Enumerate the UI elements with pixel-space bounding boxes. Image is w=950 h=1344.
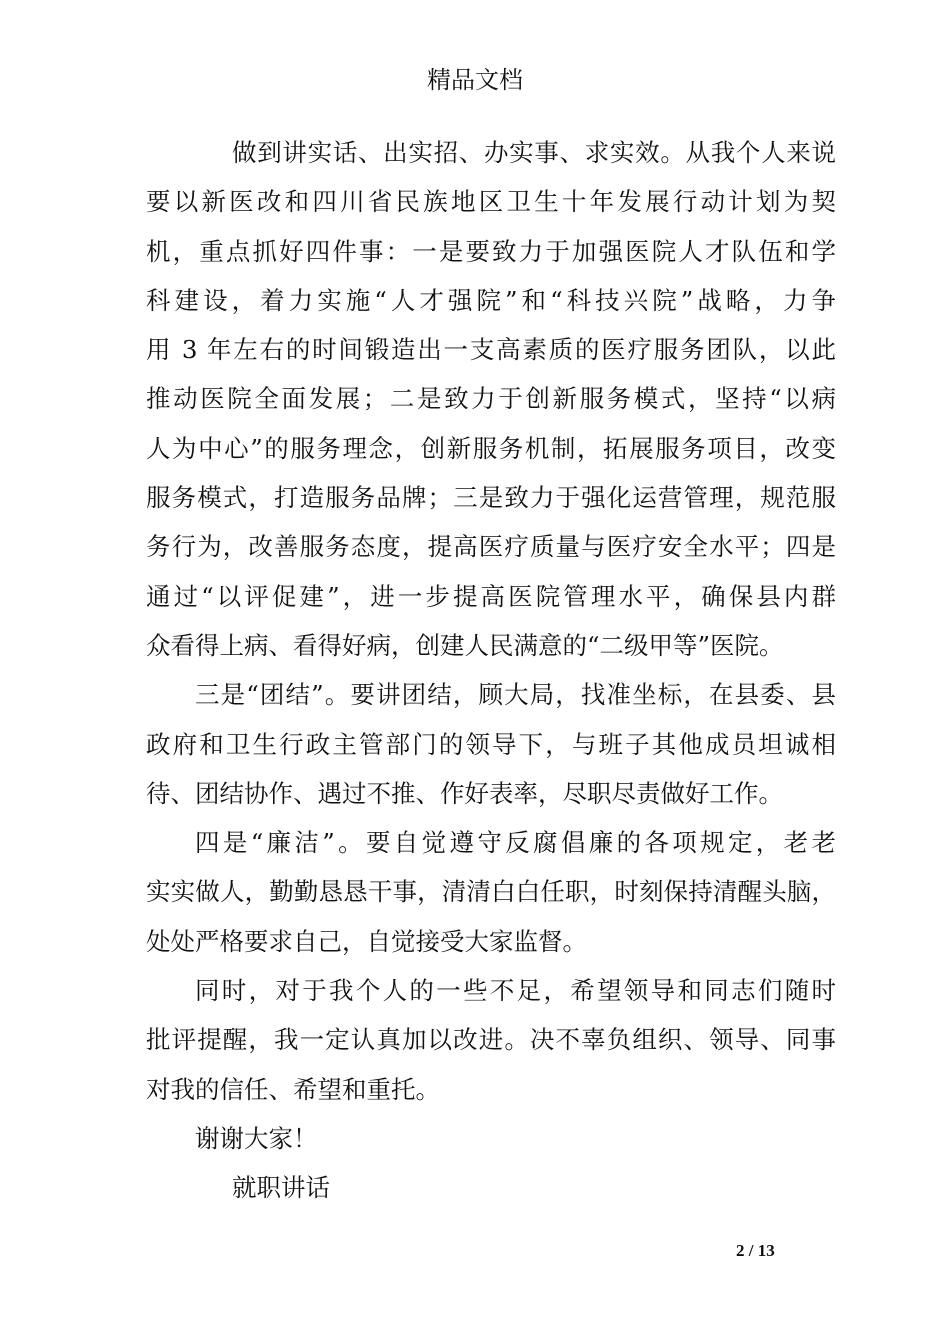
page-header-title: 精品文档 <box>427 66 523 94</box>
text-line: 人为中心”的服务理念，创新服务机制，拓展服务项目，改变 <box>146 433 836 463</box>
text-line: 用 3 年左右的时间锻造出一支高素质的医疗服务团队，以此 <box>146 335 836 365</box>
text-line: 推动医院全面发展；二是致力于创新服务模式，坚持“以病 <box>146 384 836 414</box>
text-line: 实实做人，勤勤恳恳干事，清清白白任职，时刻保持清醒头脑， <box>146 877 836 907</box>
text-line: 同时，对于我个人的一些不足，希望领导和同志们随时 <box>195 976 836 1006</box>
text-line: 做到讲实话、出实招、办实事、求实效。从我个人来说 <box>232 138 836 167</box>
text-line: 谢谢大家！ <box>195 1123 318 1153</box>
document-body <box>146 128 836 1213</box>
text-line: 机，重点抓好四件事：一是要致力于加强医院人才队伍和学 <box>146 236 836 266</box>
text-line: 三是“团结”。要讲团结，顾大局，找准坐标，在县委、县 <box>195 680 836 710</box>
text-line: 要以新医改和四川省民族地区卫生十年发展行动计划为契 <box>146 187 836 217</box>
text-line: 四是“廉洁”。要自觉遵守反腐倡廉的各项规定，老老 <box>195 828 836 858</box>
text-line: 就职讲话 <box>232 1173 330 1203</box>
text-line: 通过“以评促建”，进一步提高医院管理水平，确保县内群 <box>146 581 836 611</box>
text-line: 众看得上病、看得好病，创建人民满意的“二级甲等”医院。 <box>146 630 784 660</box>
text-line: 待、团结协作、遇过不推、作好表率，尽职尽责做好工作。 <box>146 778 783 808</box>
text-line: 服务模式，打造服务品牌；三是致力于强化运营管理，规范服 <box>146 483 836 513</box>
text-line: 政府和卫生行政主管部门的领导下，与班子其他成员坦诚相 <box>146 729 836 759</box>
page-number: 2 / 13 <box>736 1241 775 1260</box>
text-line: 对我的信任、希望和重托。 <box>146 1074 440 1104</box>
text-line: 批评提醒，我一定认真加以改进。决不辜负组织、领导、同事 <box>146 1025 836 1055</box>
text-line: 务行为，改善服务态度，提高医疗质量与医疗安全水平；四是 <box>146 532 836 562</box>
text-line: 处处严格要求自己，自觉接受大家监督。 <box>146 926 587 956</box>
text-line: 科建设，着力实施“人才强院”和“科技兴院”战略，力争 <box>146 285 836 315</box>
